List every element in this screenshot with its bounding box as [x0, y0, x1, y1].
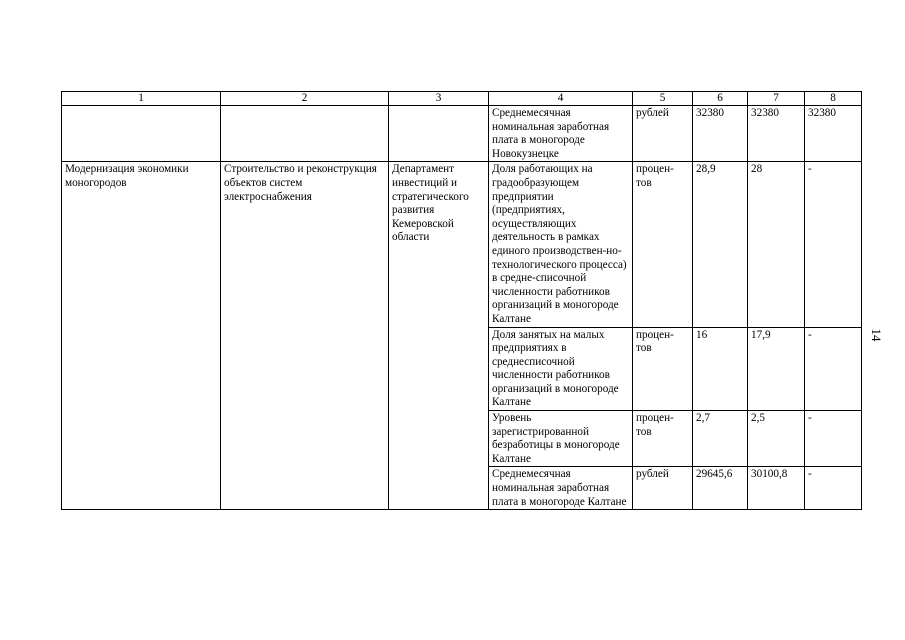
- empty-cell: [221, 106, 389, 162]
- indicator-cell: Доля занятых на малых предприятиях в среднесписочной численности работников организаций в моногороде Калтане: [489, 327, 633, 411]
- unit-cell: рублей: [633, 467, 693, 510]
- column-header: 3: [389, 92, 489, 106]
- column-header: 8: [805, 92, 862, 106]
- program-name-cell: Модернизация экономики моногородов: [62, 162, 221, 510]
- column-header: 5: [633, 92, 693, 106]
- header-row: [62, 92, 862, 106]
- column-header: 4: [489, 92, 633, 106]
- value-cell: 32380: [748, 106, 805, 162]
- table-row: [62, 162, 862, 327]
- unit-cell: процен-тов: [633, 327, 693, 411]
- value-cell: 2,5: [748, 411, 805, 467]
- unit-cell: процен-тов: [633, 162, 693, 327]
- column-header: 7: [748, 92, 805, 106]
- page-number: 14: [869, 328, 884, 342]
- indicator-cell: Среднемесячная номинальная заработная плата в моногороде Новокузнецке: [489, 106, 633, 162]
- value-cell: 16: [693, 327, 748, 411]
- table-row: [62, 106, 862, 162]
- measure-cell: Строительство и реконструкция объектов систем электроснабжения: [221, 162, 389, 510]
- value-cell: -: [805, 162, 862, 327]
- indicator-cell: Доля работающих на градообразующем предприятии (предприятиях, осуществляющих деятельность в рамках единого производствен-но-технологического процесса) в средне-списочной численности работников организаций в моногороде Калтане: [489, 162, 633, 327]
- empty-cell: [62, 106, 221, 162]
- column-header: 2: [221, 92, 389, 106]
- value-cell: -: [805, 327, 862, 411]
- value-cell: 17,9: [748, 327, 805, 411]
- program-table: [61, 91, 862, 510]
- indicator-cell: Среднемесячная номинальная заработная плата в моногороде Калтане: [489, 467, 633, 510]
- indicator-cell: Уровень зарегистрированной безработицы в моногороде Калтане: [489, 411, 633, 467]
- unit-cell: процен-тов: [633, 411, 693, 467]
- value-cell: -: [805, 411, 862, 467]
- executor-cell: Департамент инвестиций и стратегического развития Кемеровской области: [389, 162, 489, 510]
- value-cell: 28,9: [693, 162, 748, 327]
- value-cell: 30100,8: [748, 467, 805, 510]
- value-cell: 2,7: [693, 411, 748, 467]
- column-header: 6: [693, 92, 748, 106]
- value-cell: 29645,6: [693, 467, 748, 510]
- empty-cell: [389, 106, 489, 162]
- value-cell: 32380: [805, 106, 862, 162]
- column-header: 1: [62, 92, 221, 106]
- unit-cell: рублей: [633, 106, 693, 162]
- value-cell: -: [805, 467, 862, 510]
- value-cell: 32380: [693, 106, 748, 162]
- value-cell: 28: [748, 162, 805, 327]
